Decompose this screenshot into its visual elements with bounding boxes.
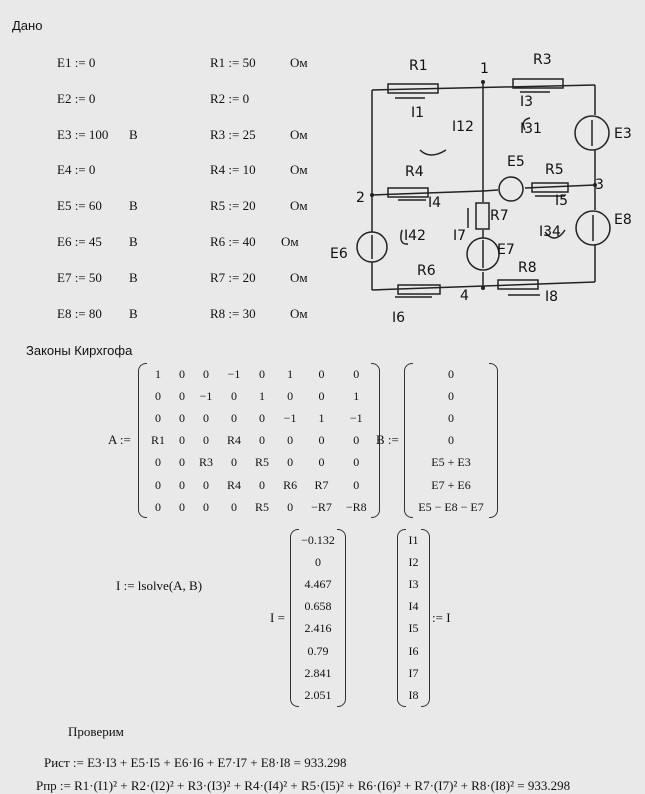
diagram-label-e3: E3 (614, 126, 632, 142)
power-source-equation: Pист := E3·I3 + E5·I5 + E6·I6 + E7·I7 + E8·I8 = 933.298 (44, 755, 347, 770)
given-E_units-6: В (129, 234, 138, 249)
given-R-6: R6 := 40 (210, 234, 256, 249)
diagram-label-n3: 3 (595, 177, 604, 193)
current-name-cell: I7 (408, 665, 419, 680)
diagram-label-i8: I8 (545, 289, 559, 305)
given-E-7: E7 := 50 (57, 269, 102, 285)
given-E-2: E2 := 0 (57, 90, 96, 106)
diagram-label-r6: R6 (417, 263, 436, 279)
vector-i-cell: 4.467 (304, 576, 332, 591)
given-R_units-3: Ом (290, 126, 308, 142)
current-names-vector (397, 529, 430, 707)
current-name-cell: I8 (408, 687, 419, 702)
matrix-a-cell: −1 (199, 388, 213, 403)
given-R_units-4: Ом (290, 162, 308, 178)
assign-i: := I (432, 610, 451, 625)
matrix-a-cell: −1 (227, 366, 241, 381)
matrix-a-cell: 0 (179, 388, 186, 403)
matrix-a-cell: 0 (259, 433, 266, 448)
vector-b-cell: E5 − E8 − E7 (418, 499, 484, 514)
vector-b (404, 363, 498, 518)
matrix-a-cell: 0 (155, 455, 161, 470)
matrix-a-cell: 0 (203, 410, 210, 425)
given-E-8: E8 := 80 (57, 305, 102, 321)
check-heading: Проверим (68, 724, 124, 739)
vector-i-cell: 0 (315, 554, 321, 569)
solve-expression: I := lsolve(A, B) (116, 578, 203, 593)
given-R_units-1: Ом (290, 55, 308, 70)
diagram-label-e6: E6 (330, 246, 348, 262)
matrix-a-cell: 0 (353, 477, 360, 492)
matrix-a-cell: 1 (318, 410, 325, 425)
matrix-a-cell: 0 (155, 477, 161, 492)
matrix-a-cell: 0 (287, 455, 294, 470)
matrix-a-cell: 1 (287, 366, 294, 381)
diagram-label-i5: I5 (555, 193, 569, 209)
matrix-a-cell: 0 (231, 410, 238, 425)
given-R-8: R8 := 30 (210, 305, 256, 321)
diagram-label-r8: R8 (518, 260, 537, 276)
diagram-label-r3: R3 (533, 52, 552, 68)
given-R-7: R7 := 20 (210, 269, 256, 285)
current-name-cell: I2 (408, 554, 419, 569)
diagram-label-i34: I34 (539, 224, 561, 240)
matrix-a-cell: 0 (353, 455, 360, 470)
matrix-a-cell: 0 (259, 366, 266, 381)
matrix-a-cell: R3 (199, 455, 214, 470)
diagram-label-n4: 4 (460, 288, 469, 304)
given-R_units-7: Ом (290, 269, 308, 285)
matrix-a-cell: 0 (179, 499, 186, 514)
matrix-a (138, 363, 380, 518)
vector-i-cell: 2.841 (304, 665, 332, 680)
diagram-label-i4: I4 (428, 195, 442, 211)
matrix-a-cell: R1 (151, 433, 166, 448)
matrix-a-cell: R5 (255, 455, 270, 470)
given-R-4: R4 := 10 (210, 162, 256, 178)
given-E_units-8: В (129, 305, 138, 321)
matrix-a-cell: R6 (283, 477, 298, 492)
diagram-label-r1: R1 (409, 58, 428, 74)
matrix-a-cell: R7 (314, 477, 329, 492)
given-R_units-5: Ом (290, 198, 308, 214)
matrix-a-cell: 0 (318, 366, 325, 381)
vector-i-cell: 2.416 (304, 621, 332, 636)
matrix-a-cell: 0 (155, 499, 161, 514)
current-name-cell: I1 (408, 532, 419, 547)
diagram-label-i6: I6 (392, 310, 406, 326)
diagram-label-r4: R4 (405, 164, 424, 180)
matrix-a-cell: 0 (203, 433, 210, 448)
matrix-a-cell: 0 (179, 410, 186, 425)
matrix-a-cell: 0 (318, 388, 325, 403)
vector-b-cell: 0 (448, 388, 454, 403)
vector-i-cell: 0.79 (307, 643, 329, 658)
diagram-label-n1: 1 (480, 61, 489, 77)
current-name-cell: I4 (408, 599, 419, 614)
matrix-a-cell: 0 (155, 410, 161, 425)
given-R_units-8: Ом (290, 305, 308, 321)
diagram-label-e5: E5 (507, 154, 525, 170)
matrix-a-cell: 0 (287, 388, 294, 403)
matrix-a-cell: −1 (283, 410, 297, 425)
matrix-a-cell: −R7 (311, 499, 332, 514)
vector-i-cell: 2.051 (304, 687, 332, 702)
matrix-a-cell: R5 (255, 499, 270, 514)
matrix-a-cell: 0 (259, 410, 266, 425)
given-E-1: E1 := 0 (57, 55, 96, 70)
matrix-a-cell: 0 (231, 388, 238, 403)
given-R-5: R5 := 20 (210, 198, 256, 214)
vector-b-cell: 0 (448, 433, 454, 448)
matrix-a-cell: 0 (203, 366, 210, 381)
matrix-a-cell: 0 (353, 366, 360, 381)
diagram-label-r5: R5 (545, 162, 564, 178)
diagram-label-i7: I7 (453, 228, 467, 244)
given-R_units-6: Ом (281, 234, 299, 249)
diagram-label-n2: 2 (356, 190, 365, 206)
matrix-a-cell: 0 (287, 433, 294, 448)
vector-b-cell: E5 + E3 (431, 455, 471, 470)
power-load-equation: Pпр := R1·(I1)² + R2·(I2)² + R3·(I3)² + R4·(I4)² + R5·(I5)² + R6·(I6)² + R7·(I7)² + R8·(I8)² = 933.298 (36, 778, 571, 793)
diagram-label-i3: I3 (520, 94, 534, 110)
diagram-label-i1: I1 (411, 105, 425, 121)
matrix-a-cell: 0 (155, 388, 161, 403)
vector-i-cell: −0.132 (301, 532, 335, 547)
matrix-a-cell: R4 (227, 433, 242, 448)
given-E_units-5: В (129, 198, 138, 214)
matrix-a-cell: 1 (155, 366, 161, 381)
vector-b-cell: 0 (448, 410, 454, 425)
diagram-label-i31: I31 (520, 121, 542, 137)
matrix-a-cell: 0 (318, 433, 325, 448)
matrix-a-cell: 0 (259, 477, 266, 492)
matrix-a-cell: 0 (179, 433, 186, 448)
current-name-cell: I5 (408, 621, 419, 636)
matrix-a-cell: 0 (179, 366, 186, 381)
matrix-a-cell: 0 (318, 455, 325, 470)
matrix-a-cell: 0 (353, 433, 360, 448)
given-heading: Дано (12, 18, 43, 33)
diagram-label-i12: I12 (452, 119, 474, 135)
diagram-label-r7: R7 (490, 208, 509, 224)
matrix-a-cell: 0 (179, 455, 186, 470)
matrix-a-cell: 0 (287, 499, 294, 514)
matrix-a-label: A := (108, 432, 131, 447)
matrix-a-cell: 1 (353, 388, 360, 403)
given-E_units-3: В (129, 126, 138, 142)
diagram-label-e7: E7 (497, 242, 515, 258)
vector-i-label: I = (270, 610, 285, 625)
vector-b-label: B := (376, 432, 399, 447)
kirchhoff-heading: Законы Кирхгофа (26, 343, 133, 358)
matrix-a-cell: 0 (203, 499, 210, 514)
vector-i (290, 529, 346, 707)
circuit-diagram (320, 40, 645, 340)
given-E_units-7: В (129, 269, 138, 285)
diagram-label-e8: E8 (614, 212, 632, 228)
diagram-label-i42: I42 (404, 228, 426, 244)
vector-b-cell: 0 (448, 366, 454, 381)
given-E-5: E5 := 60 (57, 198, 102, 214)
given-E-4: E4 := 0 (57, 162, 96, 178)
matrix-a-cell: 0 (203, 477, 210, 492)
matrix-a-cell: −1 (349, 410, 363, 425)
given-R-2: R2 := 0 (210, 90, 250, 106)
given-E-6: E6 := 45 (57, 234, 102, 249)
given-R-1: R1 := 50 (210, 55, 256, 70)
matrix-a-cell: 1 (259, 388, 266, 403)
given-R-3: R3 := 25 (210, 126, 256, 142)
vector-i-cell: 0.658 (304, 599, 332, 614)
matrix-a-cell: 0 (231, 499, 238, 514)
current-name-cell: I3 (408, 576, 419, 591)
current-name-cell: I6 (408, 643, 419, 658)
given-E-3: E3 := 100 (57, 126, 109, 142)
matrix-a-cell: R4 (227, 477, 242, 492)
vector-b-cell: E7 + E6 (431, 477, 471, 492)
matrix-a-cell: 0 (231, 455, 238, 470)
matrix-a-cell: 0 (179, 477, 186, 492)
matrix-a-cell: −R8 (345, 499, 367, 514)
